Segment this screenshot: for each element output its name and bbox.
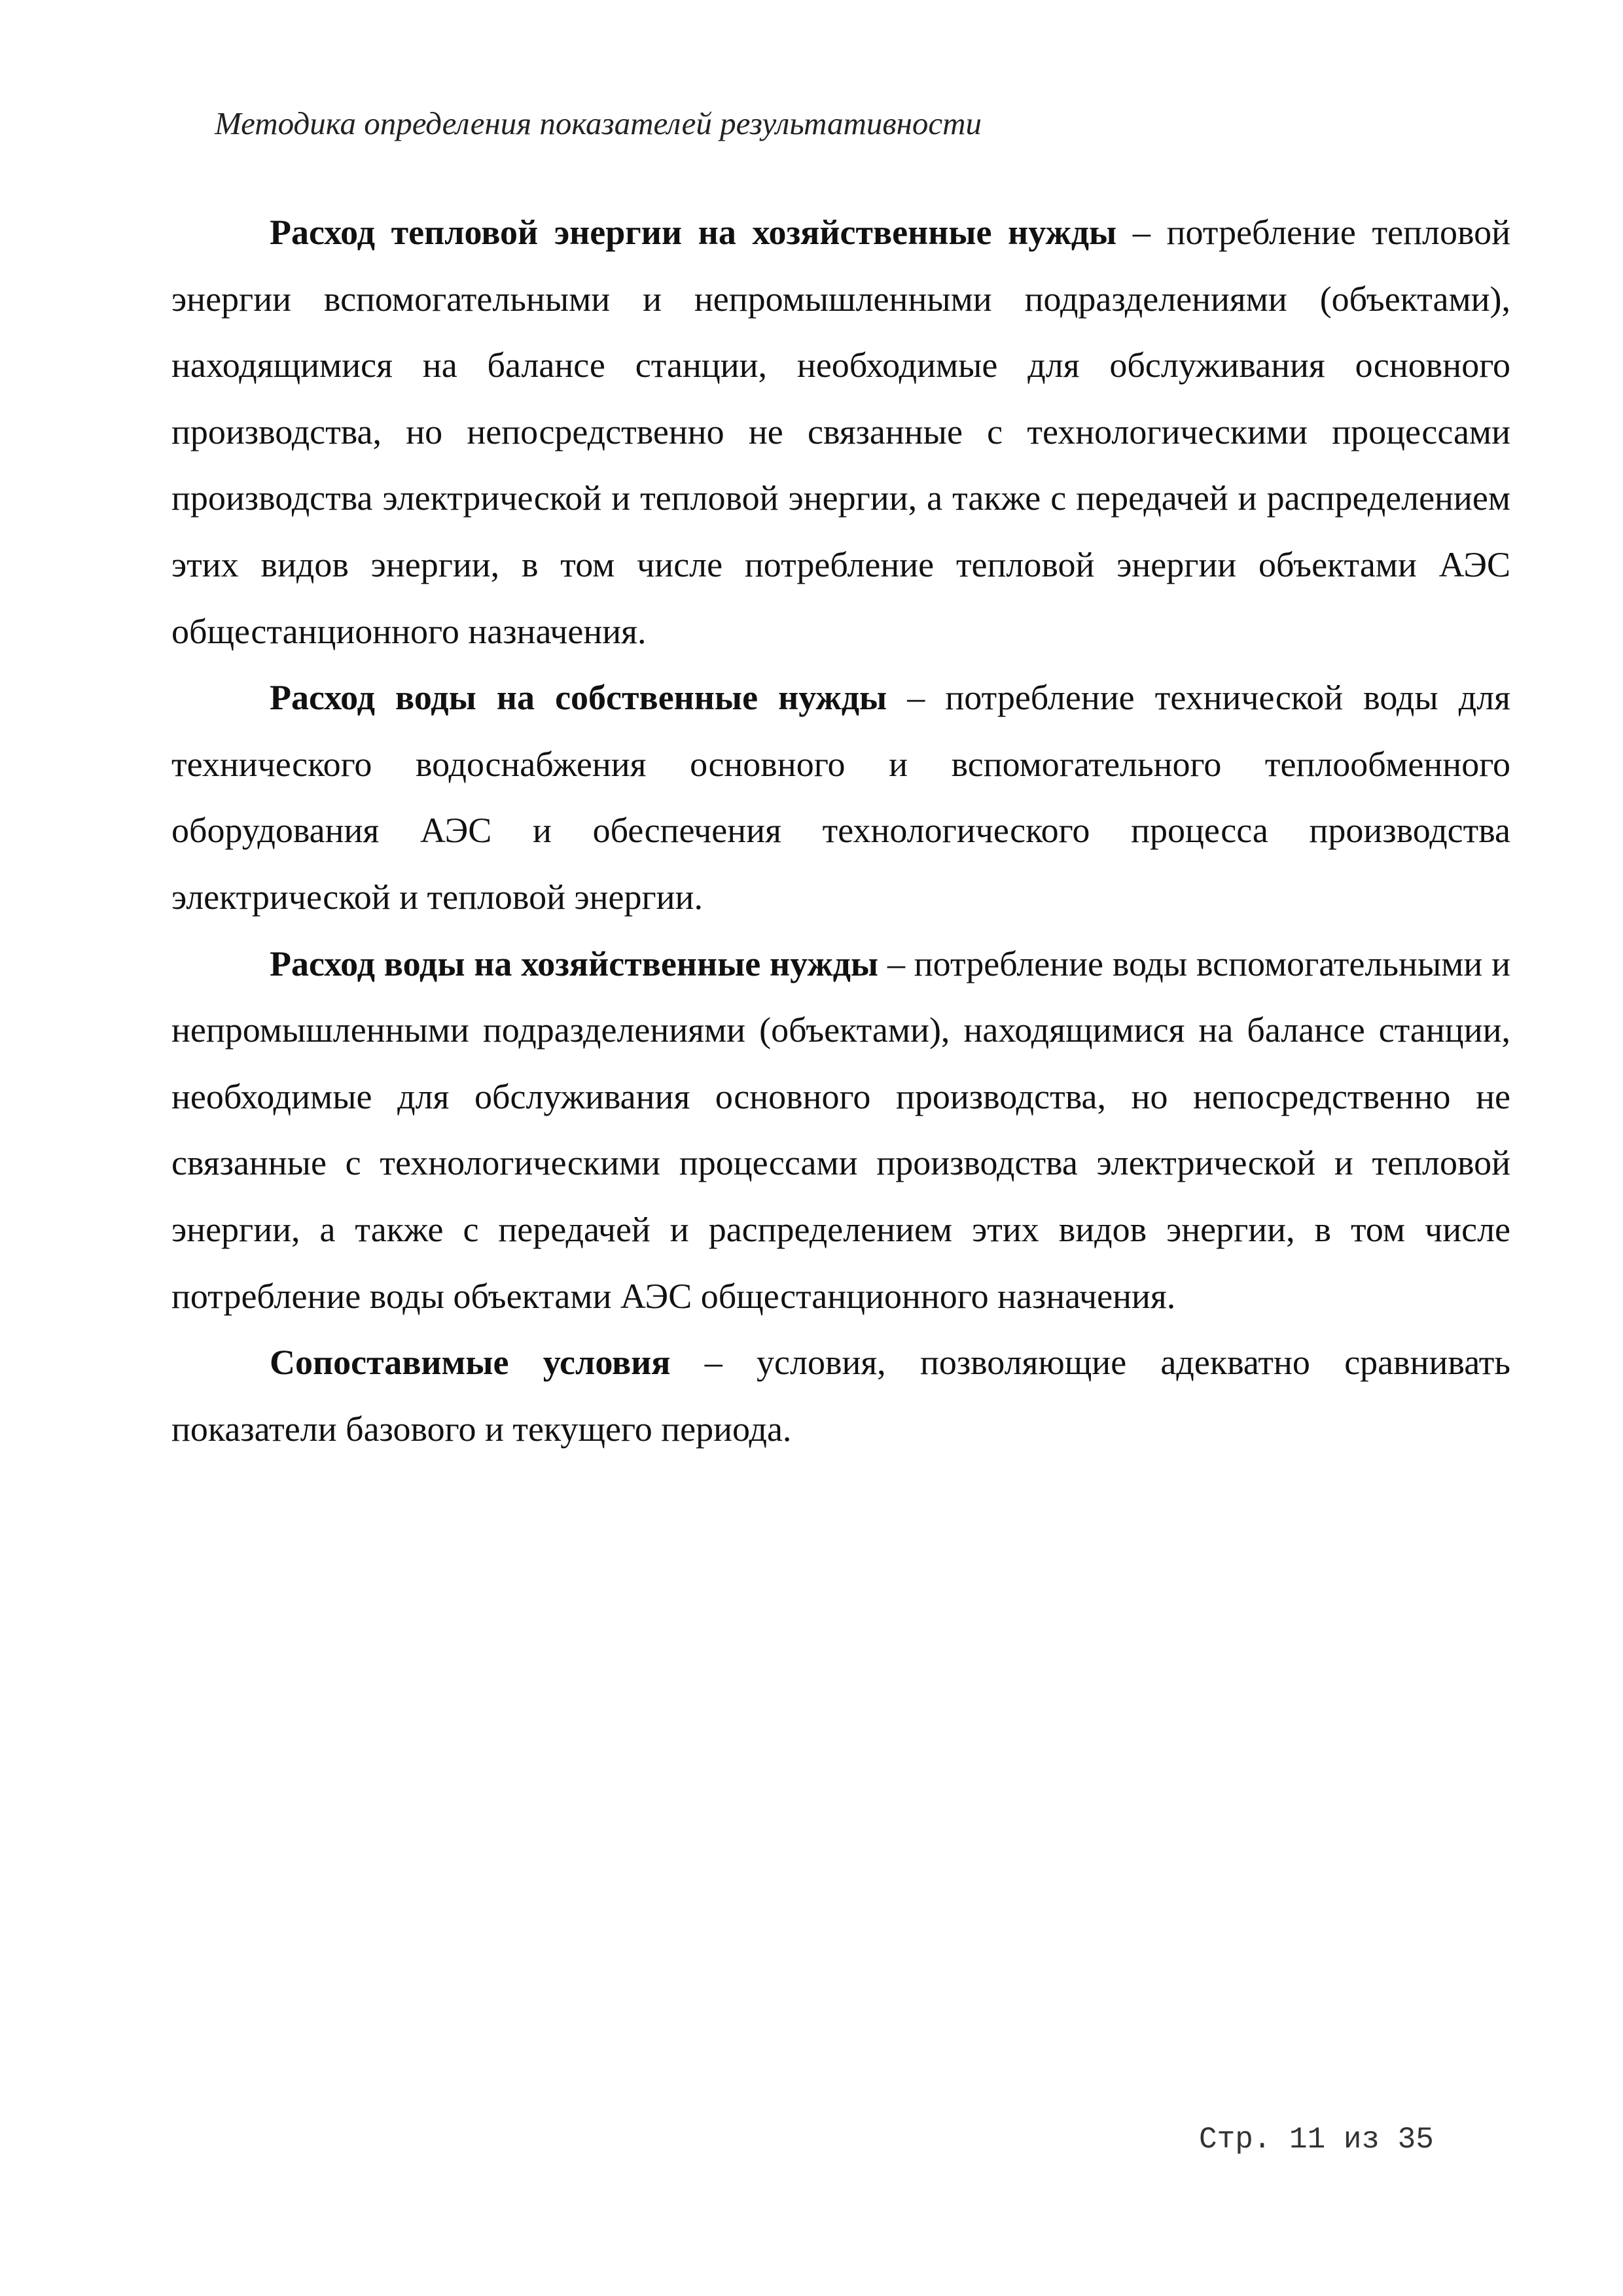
document-body [171,200,1510,1462]
definition-text: потребление воды вспомогательными и непромышленными подразделениями (объектами), находящимися на балансе станции, необходимые для обслуживания основного производства, но непосредственно не связанные с технологическими процессами производства электрической и тепловой энергии, а также с передачей и распределением этих видов энергии, в том числе потребление воды объектами АЭС общестанционного назначения. [171,944,1511,1316]
definition-paragraph [171,931,1510,1330]
page-number: Стр. 11 из 35 [1199,2123,1434,2157]
definition-dash: – [704,1343,722,1383]
running-header: Методика определения показателей результативности [215,105,982,141]
definition-dash: – [907,678,925,718]
definition-dash: – [887,944,905,983]
definition-paragraph [171,200,1510,665]
definition-term: Расход тепловой энергии на хозяйственные нужды [270,213,1117,252]
definition-paragraph [171,665,1510,930]
definition-text: потребление технической воды для технического водоснабжения основного и вспомогательного теплообменного оборудования АЭС и обеспечения технологического процесса производства электрической и тепловой энергии. [171,678,1510,917]
definition-term: Сопоставимые условия [270,1343,671,1383]
definition-term: Расход воды на собственные нужды [270,678,887,718]
definition-text: потребление тепловой энергии вспомогательными и непромышленными подразделениями (объектами), находящимися на балансе станции, необходимые для обслуживания основного производства, но непосредственно не связанные с технологическими процессами производства электрической и тепловой энергии, а также с передачей и распределением этих видов энергии, в том числе потребление тепловой энергии объектами АЭС общестанционного назначения. [171,213,1510,651]
definition-term: Расход воды на хозяйственные нужды [270,944,879,983]
definition-paragraph [171,1330,1510,1462]
definition-dash: – [1132,213,1150,252]
definition-text: условия, позволяющие адекватно сравнивать показатели базового и текущего периода. [171,1343,1511,1449]
